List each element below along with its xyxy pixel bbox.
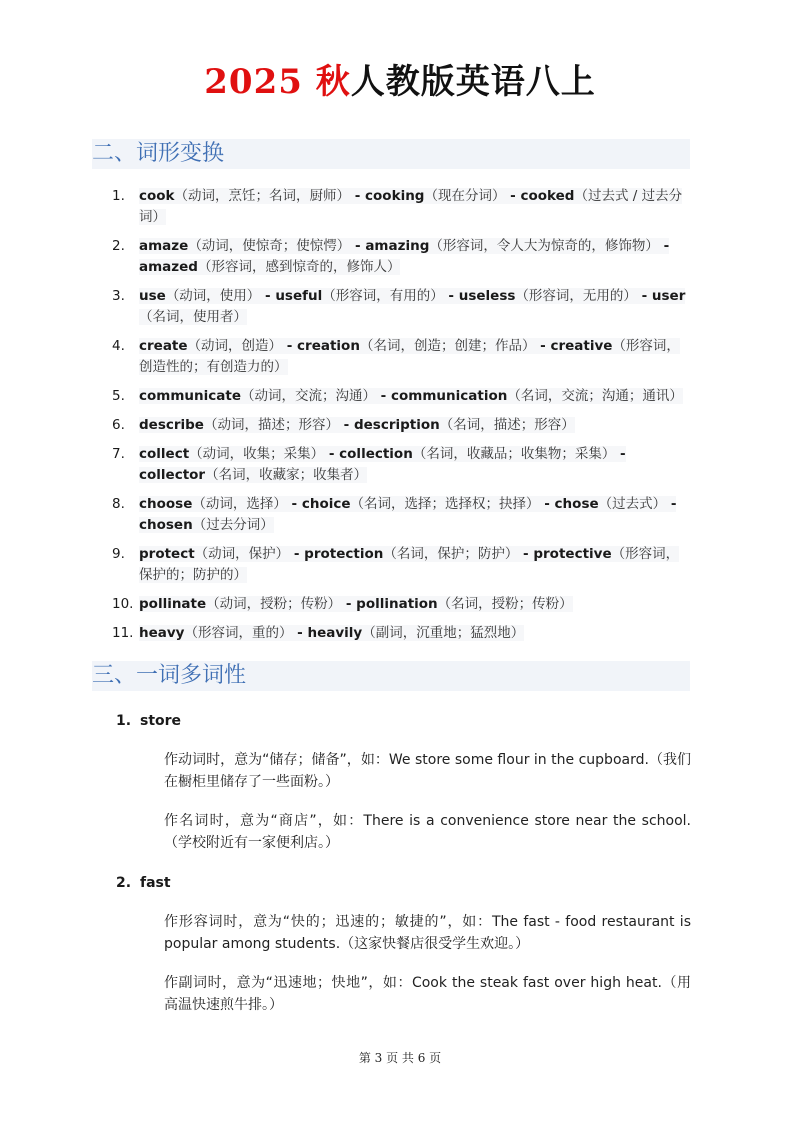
word-form-item [112,336,690,378]
word-form: - pollination [341,596,438,612]
document-title [0,58,800,106]
word-form-text [139,188,682,225]
title-year: 2025 秋 [204,62,351,102]
title-text: 人教版英语八上 [350,62,596,102]
word-form-item [112,444,690,486]
word-form-gloss: （名词，创造；创建；作品） [359,338,536,354]
word-form: - communication [375,388,508,404]
word-form: - creation [282,338,360,354]
word-form-item [112,544,690,586]
word-form-item [112,236,690,278]
word-headword: fast [140,875,171,891]
word-form-text [139,417,575,433]
list-number: 8. [112,496,125,512]
word-form: - choice [286,496,351,512]
word-number: 2. [116,875,132,891]
word-form: - amazing [350,238,430,254]
section-heading-multi-pos: 三、一词多词性 [92,661,690,691]
word-form: - collector [139,446,626,483]
word-form-gloss: （过去式 / 过去分词） [139,188,683,225]
word-form-item [112,623,690,644]
word-form-gloss: （形容词，创造性的；有创造力的） [139,338,680,375]
word-form-text [139,446,626,483]
usage-paragraph: 作形容词时，意为“快的；迅速的；敏捷的”，如：The fast - food restaurant is popular among students.（这家快餐店很受学生欢迎。） [164,914,691,952]
word-form: - heavily [292,625,363,641]
list-number: 5. [112,388,125,404]
word-form-gloss: （形容词，感到惊奇的，修饰人） [197,259,401,275]
word-form-gloss: （过去式） [598,496,667,512]
word-form: - description [338,417,440,433]
word-form-text [139,338,680,375]
word-form: - useless [443,288,516,304]
word-form-gloss: （形容词，有用的） [322,288,444,304]
word-form: - chose [539,496,599,512]
word-form-gloss: （过去分词） [192,517,274,533]
word-form-text [139,288,685,325]
word-form: - protective [518,546,612,562]
word-form: - protection [289,546,384,562]
word-form-gloss: （动词，使惊奇；使惊愕） [188,238,351,254]
word-form: - user [636,288,686,304]
word-form-gloss: （动词，选择） [192,496,287,512]
word-form-gloss: （名词，交流；沟通；通讯） [507,388,683,404]
word-form: create [139,338,188,354]
word-form-gloss: （动词，创造） [187,338,283,354]
word-form-gloss: （名词，选择；选择权；抉择） [350,496,540,512]
word-form: amaze [139,238,189,254]
word-form-gloss: （动词，烹饪；名词，厨师） [174,188,351,204]
word-form-gloss: （动词，授粉；传粉） [206,596,342,612]
word-form-text [139,625,524,641]
word-form-gloss: （现在分词） [424,188,506,204]
word-form-item [112,186,690,228]
word-form-gloss: （形容词，保护的；防护的） [139,546,680,583]
list-number: 11. [112,625,134,641]
word-form-gloss: （动词，交流；沟通） [240,388,376,404]
page-footer: 第 3 页 共 6 页 [358,1051,442,1065]
word-form-gloss: （名词，保护；防护） [383,546,519,562]
word-form-gloss: （动词，使用） [165,288,261,304]
list-number: 2. [112,238,125,254]
word-form: - cooked [505,188,575,204]
word-form-gloss: （形容词，重的） [184,625,293,641]
word-form-text [139,596,573,612]
word-form: heavy [139,625,185,641]
list-number: 3. [112,288,125,304]
word-form: communicate [139,388,241,404]
word-form-gloss: （形容词，无用的） [515,288,637,304]
word-form-gloss: （名词，收藏品；收集物；采集） [412,446,616,462]
word-form: protect [139,546,195,562]
word-form-text [139,388,683,404]
word-form-gloss: （形容词，令人大为惊奇的，修饰物） [429,238,659,254]
word-form: - collection [324,446,413,462]
word-item-store [116,711,181,731]
word-number: 1. [116,713,132,729]
usage-paragraph: 作名词时，意为“商店”，如：There is a convenience store near the school.（学校附近有一家便利店。） [164,813,691,851]
word-form-gloss: （副词，沉重地；猛烈地） [362,625,525,641]
word-form: cook [139,188,175,204]
word-form-item [112,415,690,436]
section-heading-word-forms: 二、词形变换 [92,139,690,169]
word-headword: store [140,713,182,729]
word-form: - cooking [350,188,425,204]
word-form-gloss: （动词，描述；形容） [203,417,339,433]
word-forms-list [112,186,690,652]
word-form: pollinate [139,596,207,612]
word-form: choose [139,496,193,512]
list-number: 6. [112,417,125,433]
usage-paragraph: 作副词时，意为“迅速地；快地”，如：Cook the steak fast over high heat.（用高温快速煎牛排。） [164,975,691,1013]
word-form-gloss: （名词，授粉；传粉） [437,596,573,612]
word-form-gloss: （名词，描述；形容） [439,417,575,433]
word-item-fast [116,873,171,893]
word-form-item [112,594,690,615]
list-number: 4. [112,338,125,354]
word-form-item [112,386,690,407]
word-form-text [139,238,669,275]
usage-paragraph: 作动词时，意为“储存；储备”，如：We store some flour in the cupboard.（我们在橱柜里储存了一些面粉。） [164,752,691,790]
word-form-text [139,496,676,533]
word-form: - chosen [139,496,677,533]
word-form: describe [139,417,204,433]
word-form: collect [139,446,190,462]
word-form-gloss: （动词，收集；采集） [189,446,325,462]
word-form-item [112,494,690,536]
word-form-gloss: （名词，使用者） [139,309,247,325]
word-form-gloss: （名词，收藏家；收集者） [205,467,368,483]
word-form: - amazed [139,238,670,275]
word-form-item [112,286,690,328]
list-number: 1. [112,188,125,204]
word-form-gloss: （动词，保护） [194,546,290,562]
word-form: use [139,288,166,304]
list-number: 9. [112,546,125,562]
word-form: - useful [260,288,323,304]
word-form: - creative [535,338,613,354]
list-number: 7. [112,446,125,462]
list-number: 10. [112,596,134,612]
word-form-text [139,546,679,583]
